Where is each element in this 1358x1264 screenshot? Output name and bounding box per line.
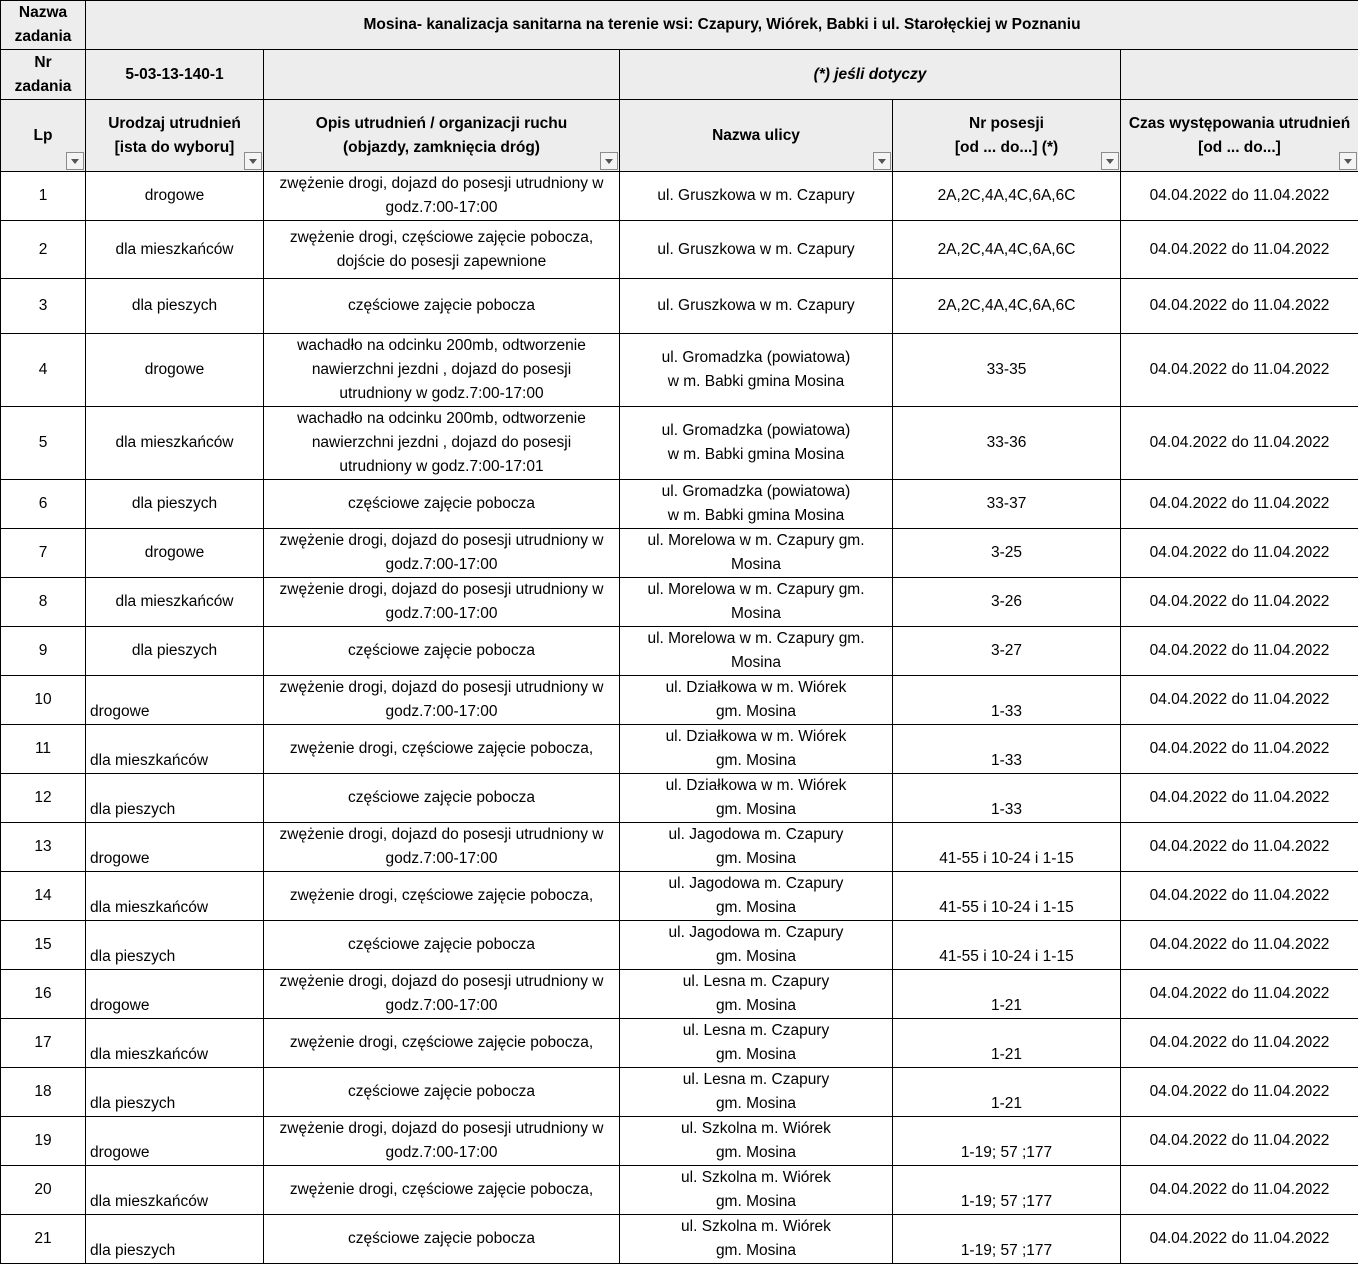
cell-ulica-line: ul. Morelowa w m. Czapury gm. [624,627,888,651]
cell-czas[interactable]: 04.04.2022 do 11.04.2022 [1121,872,1358,921]
cell-opis[interactable] [264,970,620,1019]
table-row [1,774,1358,823]
header-opis-line2: (objazdy, zamknięcia dróg) [268,136,615,160]
header-rodzaj-line1: Urodzaj utrudnień [90,112,259,136]
cell-ulica-line: ul. Gruszkowa w m. Czapury [624,294,888,318]
cell-rodzaj[interactable]: drogowe [86,676,264,725]
cell-opis-line: zwężenie drogi, dojazd do posesji utrudniony w [268,578,615,602]
cell-ulica[interactable] [620,970,893,1019]
cell-ulica-line: gm. Mosina [624,945,888,969]
cell-opis-line: godz.7:00-17:00 [268,553,615,577]
cell-czas[interactable]: 04.04.2022 do 11.04.2022 [1121,1166,1358,1215]
cell-ulica[interactable] [620,529,893,578]
cell-opis[interactable] [264,921,620,970]
cell-rodzaj[interactable]: dla pieszych [86,279,264,334]
column-header-row [1,100,1358,172]
header-posesja-line1: Nr posesji [897,112,1116,136]
cell-opis-line: zwężenie drogi, dojazd do posesji utrudniony w [268,1117,615,1141]
empty-header-cell[interactable] [264,50,620,100]
cell-opis[interactable] [264,774,620,823]
cell-posesja[interactable]: 33-36 [893,407,1121,480]
cell-posesja[interactable]: 41-55 i 10-24 i 1-15 [893,823,1121,872]
cell-czas[interactable]: 04.04.2022 do 11.04.2022 [1121,279,1358,334]
cell-czas[interactable]: 04.04.2022 do 11.04.2022 [1121,1068,1358,1117]
cell-ulica-line: gm. Mosina [624,896,888,920]
header-czas-line2: [od ... do...] [1125,136,1354,160]
cell-rodzaj[interactable]: drogowe [86,823,264,872]
cell-opis-line: godz.7:00-17:00 [268,602,615,626]
cell-opis-line: częściowe zajęcie pobocza [268,933,615,957]
cell-opis-line: częściowe zajęcie pobocza [268,1080,615,1104]
cell-ulica-line: ul. Gruszkowa w m. Czapury [624,184,888,208]
empty-header-cell[interactable] [1121,50,1358,100]
title-row [1,1,1358,50]
cell-opis-line: zwężenie drogi, częściowe zajęcie pobocza, [268,226,615,250]
cell-lp[interactable]: 2 [1,221,86,279]
cell-ulica-line: ul. Lesna m. Czapury [624,1068,888,1092]
cell-posesja[interactable]: 41-55 i 10-24 i 1-15 [893,921,1121,970]
table-row [1,1117,1358,1166]
cell-czas[interactable]: 04.04.2022 do 11.04.2022 [1121,1117,1358,1166]
cell-ulica-line: ul. Jagodowa m. Czapury [624,823,888,847]
cell-ulica-line: ul. Jagodowa m. Czapury [624,921,888,945]
cell-opis[interactable] [264,676,620,725]
cell-ulica-line: gm. Mosina [624,798,888,822]
cell-rodzaj[interactable]: dla pieszych [86,1068,264,1117]
cell-posesja[interactable]: 1-19; 57 ;177 [893,1117,1121,1166]
cell-ulica-line: gm. Mosina [624,994,888,1018]
header-lp[interactable] [1,100,86,172]
cell-ulica-line: ul. Lesna m. Czapury [624,1019,888,1043]
cell-czas[interactable]: 04.04.2022 do 11.04.2022 [1121,529,1358,578]
cell-ulica[interactable] [620,480,893,529]
cell-ulica-line: ul. Szkolna m. Wiórek [624,1215,888,1239]
cell-rodzaj[interactable]: drogowe [86,970,264,1019]
cell-posesja[interactable]: 1-19; 57 ;177 [893,1215,1121,1264]
header-czas[interactable] [1121,100,1358,172]
cell-rodzaj[interactable]: dla pieszych [86,1215,264,1264]
header-opis-line1: Opis utrudnień / organizacji ruchu [268,112,615,136]
cell-posesja[interactable]: 41-55 i 10-24 i 1-15 [893,872,1121,921]
cell-ulica-line: ul. Gromadzka (powiatowa) [624,480,888,504]
cell-rodzaj[interactable]: dla mieszkańców [86,872,264,921]
cell-ulica-line: Mosina [624,553,888,577]
nazwa-zadania-label[interactable]: Nazwa zadania [1,1,86,50]
cell-opis-line: nawierzchni jezdni , dojazd do posesji [268,358,615,382]
cell-lp[interactable]: 10 [1,676,86,725]
cell-ulica[interactable] [620,823,893,872]
cell-opis-line: częściowe zajęcie pobocza [268,492,615,516]
cell-czas[interactable]: 04.04.2022 do 11.04.2022 [1121,627,1358,676]
table-row [1,725,1358,774]
cell-czas[interactable]: 04.04.2022 do 11.04.2022 [1121,1019,1358,1068]
cell-opis-line: częściowe zajęcie pobocza [268,294,615,318]
cell-posesja[interactable]: 1-33 [893,676,1121,725]
cell-opis[interactable] [264,529,620,578]
cell-posesja[interactable]: 33-35 [893,334,1121,407]
table-row [1,279,1358,334]
dropdown-filter-icon[interactable] [1101,152,1119,170]
header-posesja[interactable] [893,100,1121,172]
applicability-note[interactable]: (*) jeśli dotyczy [620,50,1121,100]
cell-ulica-line: ul. Działkowa w m. Wiórek [624,774,888,798]
cell-ulica[interactable] [620,774,893,823]
cell-opis-line: nawierzchni jezdni , dojazd do posesji [268,431,615,455]
table-row [1,480,1358,529]
table-row [1,1166,1358,1215]
cell-czas[interactable]: 04.04.2022 do 11.04.2022 [1121,334,1358,407]
cell-opis-line: godz.7:00-17:00 [268,196,615,220]
cell-ulica[interactable] [620,1166,893,1215]
cell-rodzaj[interactable]: dla mieszkańców [86,578,264,627]
cell-opis-line: godz.7:00-17:00 [268,700,615,724]
cell-rodzaj[interactable]: drogowe [86,529,264,578]
cell-lp[interactable]: 15 [1,921,86,970]
cell-opis[interactable] [264,823,620,872]
cell-lp[interactable]: 5 [1,407,86,480]
table-row [1,407,1358,480]
cell-ulica[interactable] [620,725,893,774]
cell-lp[interactable]: 3 [1,279,86,334]
cell-ulica-line: gm. Mosina [624,1141,888,1165]
cell-ulica-line: w m. Babki gmina Mosina [624,504,888,528]
cell-lp[interactable]: 7 [1,529,86,578]
cell-lp[interactable]: 9 [1,627,86,676]
cell-opis[interactable] [264,480,620,529]
cell-lp[interactable]: 6 [1,480,86,529]
dropdown-filter-icon[interactable] [244,152,262,170]
cell-opis[interactable] [264,1068,620,1117]
cell-czas[interactable]: 04.04.2022 do 11.04.2022 [1121,221,1358,279]
cell-lp[interactable]: 4 [1,334,86,407]
cell-opis-line: częściowe zajęcie pobocza [268,1227,615,1251]
cell-rodzaj[interactable]: dla pieszych [86,480,264,529]
cell-ulica-line: gm. Mosina [624,1190,888,1214]
cell-posesja[interactable]: 1-21 [893,970,1121,1019]
cell-lp[interactable]: 12 [1,774,86,823]
cell-posesja[interactable]: 1-33 [893,774,1121,823]
cell-rodzaj[interactable]: dla mieszkańców [86,1019,264,1068]
cell-ulica[interactable] [620,172,893,221]
cell-czas[interactable]: 04.04.2022 do 11.04.2022 [1121,676,1358,725]
cell-ulica[interactable] [620,407,893,480]
cell-lp[interactable]: 19 [1,1117,86,1166]
cell-czas[interactable]: 04.04.2022 do 11.04.2022 [1121,921,1358,970]
cell-rodzaj[interactable]: drogowe [86,334,264,407]
header-ulica-label: Nazwa ulicy [712,127,800,144]
cell-lp[interactable]: 14 [1,872,86,921]
task-number-value[interactable]: 5-03-13-140-1 [86,50,264,100]
cell-opis[interactable] [264,725,620,774]
cell-opis[interactable] [264,872,620,921]
cell-rodzaj[interactable]: dla pieszych [86,774,264,823]
cell-opis[interactable] [264,407,620,480]
table-row [1,676,1358,725]
cell-ulica-line: ul. Lesna m. Czapury [624,970,888,994]
cell-opis[interactable] [264,578,620,627]
cell-opis-line: zwężenie drogi, częściowe zajęcie pobocza, [268,1031,615,1055]
table-row [1,578,1358,627]
cell-ulica[interactable] [620,1117,893,1166]
cell-rodzaj[interactable]: dla mieszkańców [86,1166,264,1215]
cell-opis[interactable] [264,279,620,334]
table-row [1,823,1358,872]
cell-ulica-line: gm. Mosina [624,700,888,724]
cell-czas[interactable]: 04.04.2022 do 11.04.2022 [1121,480,1358,529]
table-row [1,221,1358,279]
cell-ulica-line: ul. Działkowa w m. Wiórek [624,676,888,700]
cell-opis[interactable] [264,221,620,279]
cell-ulica-line: Mosina [624,651,888,675]
cell-ulica-line: gm. Mosina [624,1092,888,1116]
cell-opis-line: zwężenie drogi, dojazd do posesji utrudniony w [268,676,615,700]
cell-opis-line: wachadło na odcinku 200mb, odtworzenie [268,334,615,358]
cell-czas[interactable]: 04.04.2022 do 11.04.2022 [1121,172,1358,221]
cell-lp[interactable]: 13 [1,823,86,872]
cell-ulica-line: gm. Mosina [624,1239,888,1263]
cell-rodzaj[interactable]: dla pieszych [86,627,264,676]
cell-posesja[interactable]: 2A,2C,4A,4C,6A,6C [893,172,1121,221]
cell-opis-line: zwężenie drogi, częściowe zajęcie pobocza, [268,884,615,908]
cell-posesja[interactable]: 1-21 [893,1019,1121,1068]
cell-opis-line: częściowe zajęcie pobocza [268,786,615,810]
table-row [1,921,1358,970]
cell-ulica-line: ul. Szkolna m. Wiórek [624,1117,888,1141]
cell-czas[interactable]: 04.04.2022 do 11.04.2022 [1121,823,1358,872]
cell-rodzaj[interactable]: dla mieszkańców [86,407,264,480]
cell-rodzaj[interactable]: dla mieszkańców [86,725,264,774]
cell-ulica-line: gm. Mosina [624,1043,888,1067]
header-posesja-line2: [od ... do...] (*) [897,136,1116,160]
cell-lp[interactable]: 17 [1,1019,86,1068]
cell-ulica-line: w m. Babki gmina Mosina [624,370,888,394]
cell-opis-line: utrudniony w godz.7:00-17:01 [268,455,615,479]
cell-opis-line: wachadło na odcinku 200mb, odtworzenie [268,407,615,431]
cell-ulica[interactable] [620,1215,893,1264]
dropdown-filter-icon[interactable] [873,152,891,170]
cell-ulica[interactable] [620,578,893,627]
cell-lp[interactable]: 21 [1,1215,86,1264]
cell-ulica[interactable] [620,1068,893,1117]
cell-opis-line: zwężenie drogi, dojazd do posesji utrudniony w [268,970,615,994]
nr-zadania-label[interactable]: Nr zadania [1,50,86,100]
cell-ulica-line: ul. Gruszkowa w m. Czapury [624,238,888,262]
task-number-row [1,50,1358,100]
cell-lp[interactable]: 20 [1,1166,86,1215]
cell-rodzaj[interactable]: drogowe [86,1117,264,1166]
cell-ulica[interactable] [620,279,893,334]
cell-ulica[interactable] [620,1019,893,1068]
cell-opis-line: godz.7:00-17:00 [268,847,615,871]
dropdown-filter-icon[interactable] [600,152,618,170]
task-title[interactable]: Mosina- kanalizacja sanitarna na terenie wsi: Czapury, Wiórek, Babki i ul. Starołęckiej w Poznaniu [86,1,1358,50]
cell-ulica[interactable] [620,334,893,407]
cell-opis-line: godz.7:00-17:00 [268,994,615,1018]
cell-ulica[interactable] [620,921,893,970]
cell-ulica-line: ul. Szkolna m. Wiórek [624,1166,888,1190]
cell-posesja[interactable]: 3-27 [893,627,1121,676]
cell-opis[interactable] [264,1215,620,1264]
cell-ulica[interactable] [620,221,893,279]
cell-rodzaj[interactable]: dla pieszych [86,921,264,970]
header-opis[interactable] [264,100,620,172]
cell-opis-line: zwężenie drogi, dojazd do posesji utrudniony w [268,823,615,847]
cell-posesja[interactable]: 2A,2C,4A,4C,6A,6C [893,221,1121,279]
cell-czas[interactable]: 04.04.2022 do 11.04.2022 [1121,407,1358,480]
cell-ulica-line: ul. Gromadzka (powiatowa) [624,346,888,370]
table-row [1,1068,1358,1117]
cell-ulica-line: ul. Morelowa w m. Czapury gm. [624,529,888,553]
cell-czas[interactable]: 04.04.2022 do 11.04.2022 [1121,578,1358,627]
table-row [1,529,1358,578]
cell-posesja[interactable]: 1-33 [893,725,1121,774]
cell-ulica[interactable] [620,676,893,725]
cell-opis[interactable] [264,1117,620,1166]
cell-czas[interactable]: 04.04.2022 do 11.04.2022 [1121,725,1358,774]
cell-posesja[interactable]: 3-25 [893,529,1121,578]
cell-posesja[interactable]: 33-37 [893,480,1121,529]
cell-ulica-line: Mosina [624,602,888,626]
cell-opis[interactable] [264,1019,620,1068]
cell-ulica-line: gm. Mosina [624,847,888,871]
table-row [1,1019,1358,1068]
table-row [1,872,1358,921]
cell-opis-line: godz.7:00-17:00 [268,1141,615,1165]
cell-ulica-line: gm. Mosina [624,749,888,773]
header-rodzaj-line2: [ista do wyboru] [90,136,259,160]
cell-opis-line: zwężenie drogi, częściowe zajęcie pobocza, [268,1178,615,1202]
table-row [1,172,1358,221]
cell-rodzaj[interactable]: dla mieszkańców [86,221,264,279]
header-czas-line1: Czas występowania utrudnień [1125,112,1354,136]
cell-opis-line: dojście do posesji zapewnione [268,250,615,274]
cell-lp[interactable]: 16 [1,970,86,1019]
table-row [1,627,1358,676]
cell-opis-line: utrudniony w godz.7:00-17:00 [268,382,615,406]
cell-posesja[interactable]: 1-21 [893,1068,1121,1117]
dropdown-filter-icon[interactable] [66,152,84,170]
cell-opis[interactable] [264,334,620,407]
cell-czas[interactable]: 04.04.2022 do 11.04.2022 [1121,970,1358,1019]
table-row [1,1215,1358,1264]
table-row [1,970,1358,1019]
cell-ulica[interactable] [620,627,893,676]
cell-opis-line: częściowe zajęcie pobocza [268,639,615,663]
cell-opis[interactable] [264,1166,620,1215]
cell-ulica-line: w m. Babki gmina Mosina [624,443,888,467]
cell-ulica-line: ul. Gromadzka (powiatowa) [624,419,888,443]
header-rodzaj[interactable] [86,100,264,172]
table-row [1,334,1358,407]
cell-rodzaj[interactable]: drogowe [86,172,264,221]
cell-opis[interactable] [264,627,620,676]
cell-lp[interactable]: 1 [1,172,86,221]
cell-ulica[interactable] [620,872,893,921]
cell-opis-line: zwężenie drogi, dojazd do posesji utrudniony w [268,529,615,553]
cell-opis-line: zwężenie drogi, częściowe zajęcie pobocza, [268,737,615,761]
cell-posesja[interactable]: 2A,2C,4A,4C,6A,6C [893,279,1121,334]
header-ulica[interactable] [620,100,893,172]
header-lp-label: Lp [34,127,53,144]
cell-posesja[interactable]: 3-26 [893,578,1121,627]
cell-opis-line: zwężenie drogi, dojazd do posesji utrudniony w [268,172,615,196]
cell-opis[interactable] [264,172,620,221]
cell-ulica-line: ul. Jagodowa m. Czapury [624,872,888,896]
cell-czas[interactable]: 04.04.2022 do 11.04.2022 [1121,1215,1358,1264]
cell-ulica-line: ul. Działkowa w m. Wiórek [624,725,888,749]
cell-lp[interactable]: 8 [1,578,86,627]
cell-ulica-line: ul. Morelowa w m. Czapury gm. [624,578,888,602]
cell-posesja[interactable]: 1-19; 57 ;177 [893,1166,1121,1215]
cell-lp[interactable]: 18 [1,1068,86,1117]
dropdown-filter-icon[interactable] [1339,152,1357,170]
cell-czas[interactable]: 04.04.2022 do 11.04.2022 [1121,774,1358,823]
cell-lp[interactable]: 11 [1,725,86,774]
